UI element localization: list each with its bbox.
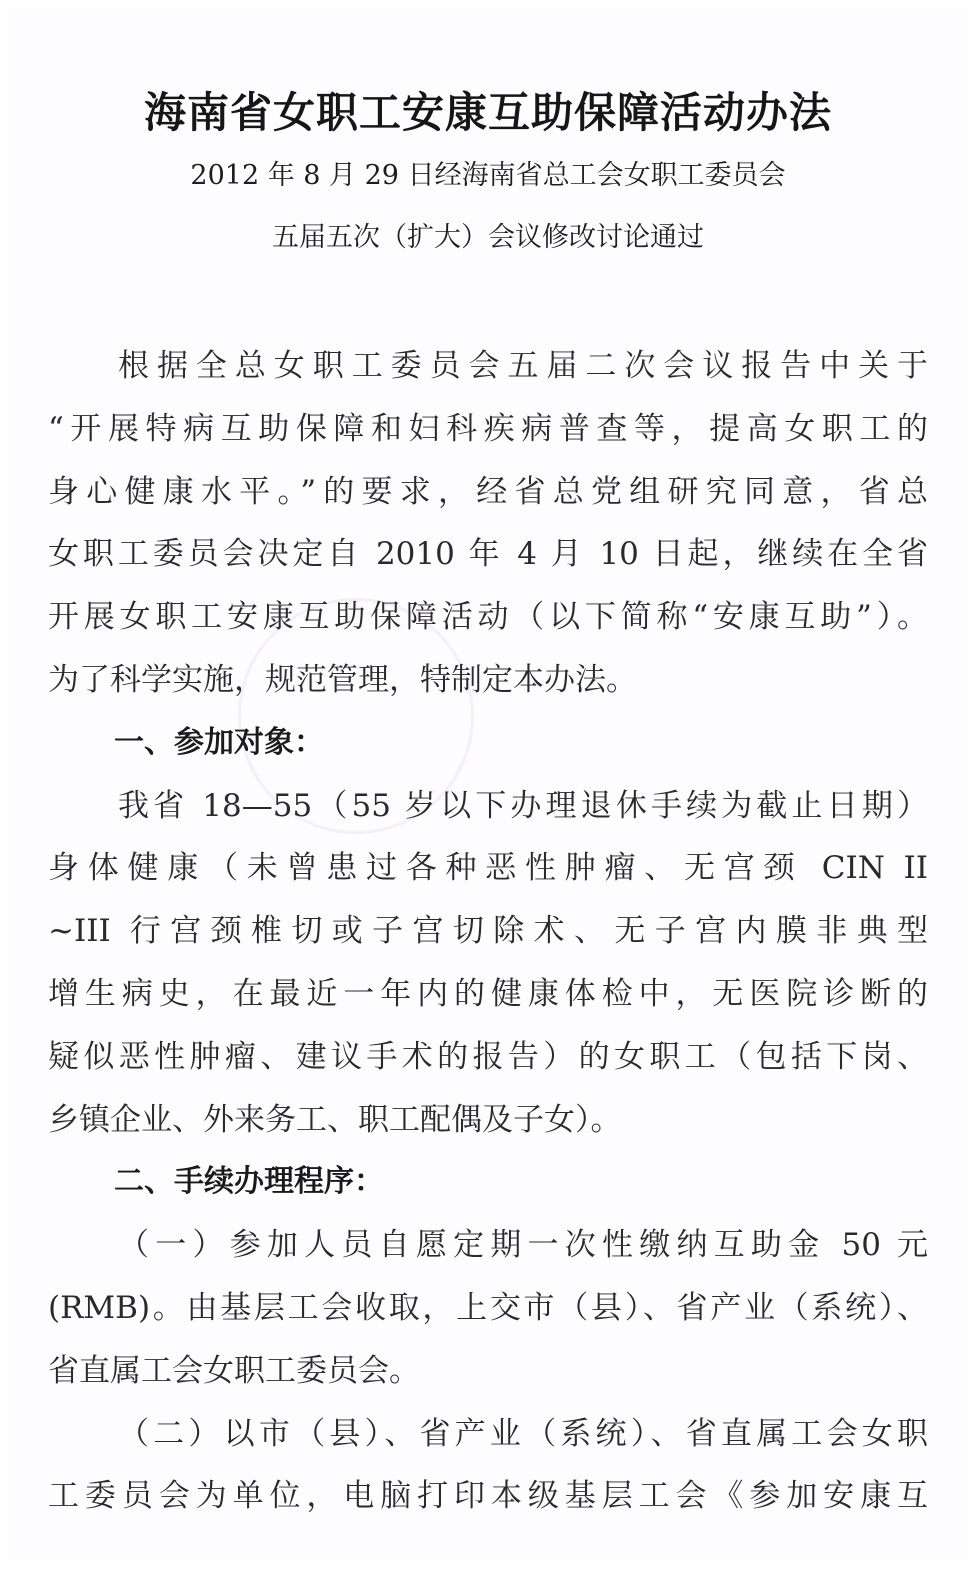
body-line: ~III 行宫颈椎切或子宫切除术、无子宫内膜非典型 [48, 913, 928, 950]
body-line: （一）参加人员自愿定期一次性缴纳互助金 50 元 [118, 1227, 928, 1264]
body-line: 省直属工会女职工委员会。 [48, 1352, 420, 1389]
body-line: 女职工委员会决定自 2010 年 4 月 10 日起，继续在全省 [48, 536, 928, 573]
section-heading-procedure: 二、手续办理程序： [114, 1164, 384, 1200]
document-body [48, 341, 928, 1534]
document-title: 海南省女职工安康互助保障活动办法 [143, 88, 832, 137]
document-subtitle-meeting: 五届五次（扩大）会议修改讨论通过 [272, 222, 704, 253]
body-line: 为了科学实施，规范管理，特制定本办法。 [48, 661, 637, 698]
body-line: 乡镇企业、外来务工、职工配偶及子女）。 [48, 1101, 622, 1138]
body-line: 根据全总女职工委员会五届二次会议报告中关于 [118, 348, 928, 384]
document-subtitle-date: 2012 年 8 月 29 日经海南省总工会女职工委员会 [190, 160, 786, 191]
body-line: (RMB)。由基层工会收取，上交市（县）、省产业（系统）、 [48, 1289, 928, 1326]
body-line: 我省 18—55（55 岁以下办理退休手续为截止日期） [118, 787, 928, 824]
body-line: 工委员会为单位，电脑打印本级基层工会《参加安康互 [48, 1478, 928, 1515]
section-heading-participants: 一、参加对象： [114, 724, 324, 760]
body-line: 身心健康水平。”的要求，经省总党组研究同意，省总 [48, 473, 928, 510]
document-page [8, 8, 968, 1560]
body-line: 身体健康（未曾患过各种恶性肿瘤、无宫颈 CIN II [48, 850, 928, 887]
body-line: 增生病史，在最近一年内的健康体检中，无医院诊断的 [48, 975, 928, 1012]
body-line: “开展特病互助保障和妇科疾病普查等，提高女职工的 [48, 410, 928, 447]
body-line: 开展女职工安康互助保障活动（以下简称“安康互助”）。 [48, 599, 928, 636]
body-line: （二）以市（县）、省产业（系统）、省直属工会女职 [118, 1415, 928, 1452]
body-line: 疑似恶性肿瘤、建议手术的报告）的女职工（包括下岗、 [48, 1038, 928, 1075]
